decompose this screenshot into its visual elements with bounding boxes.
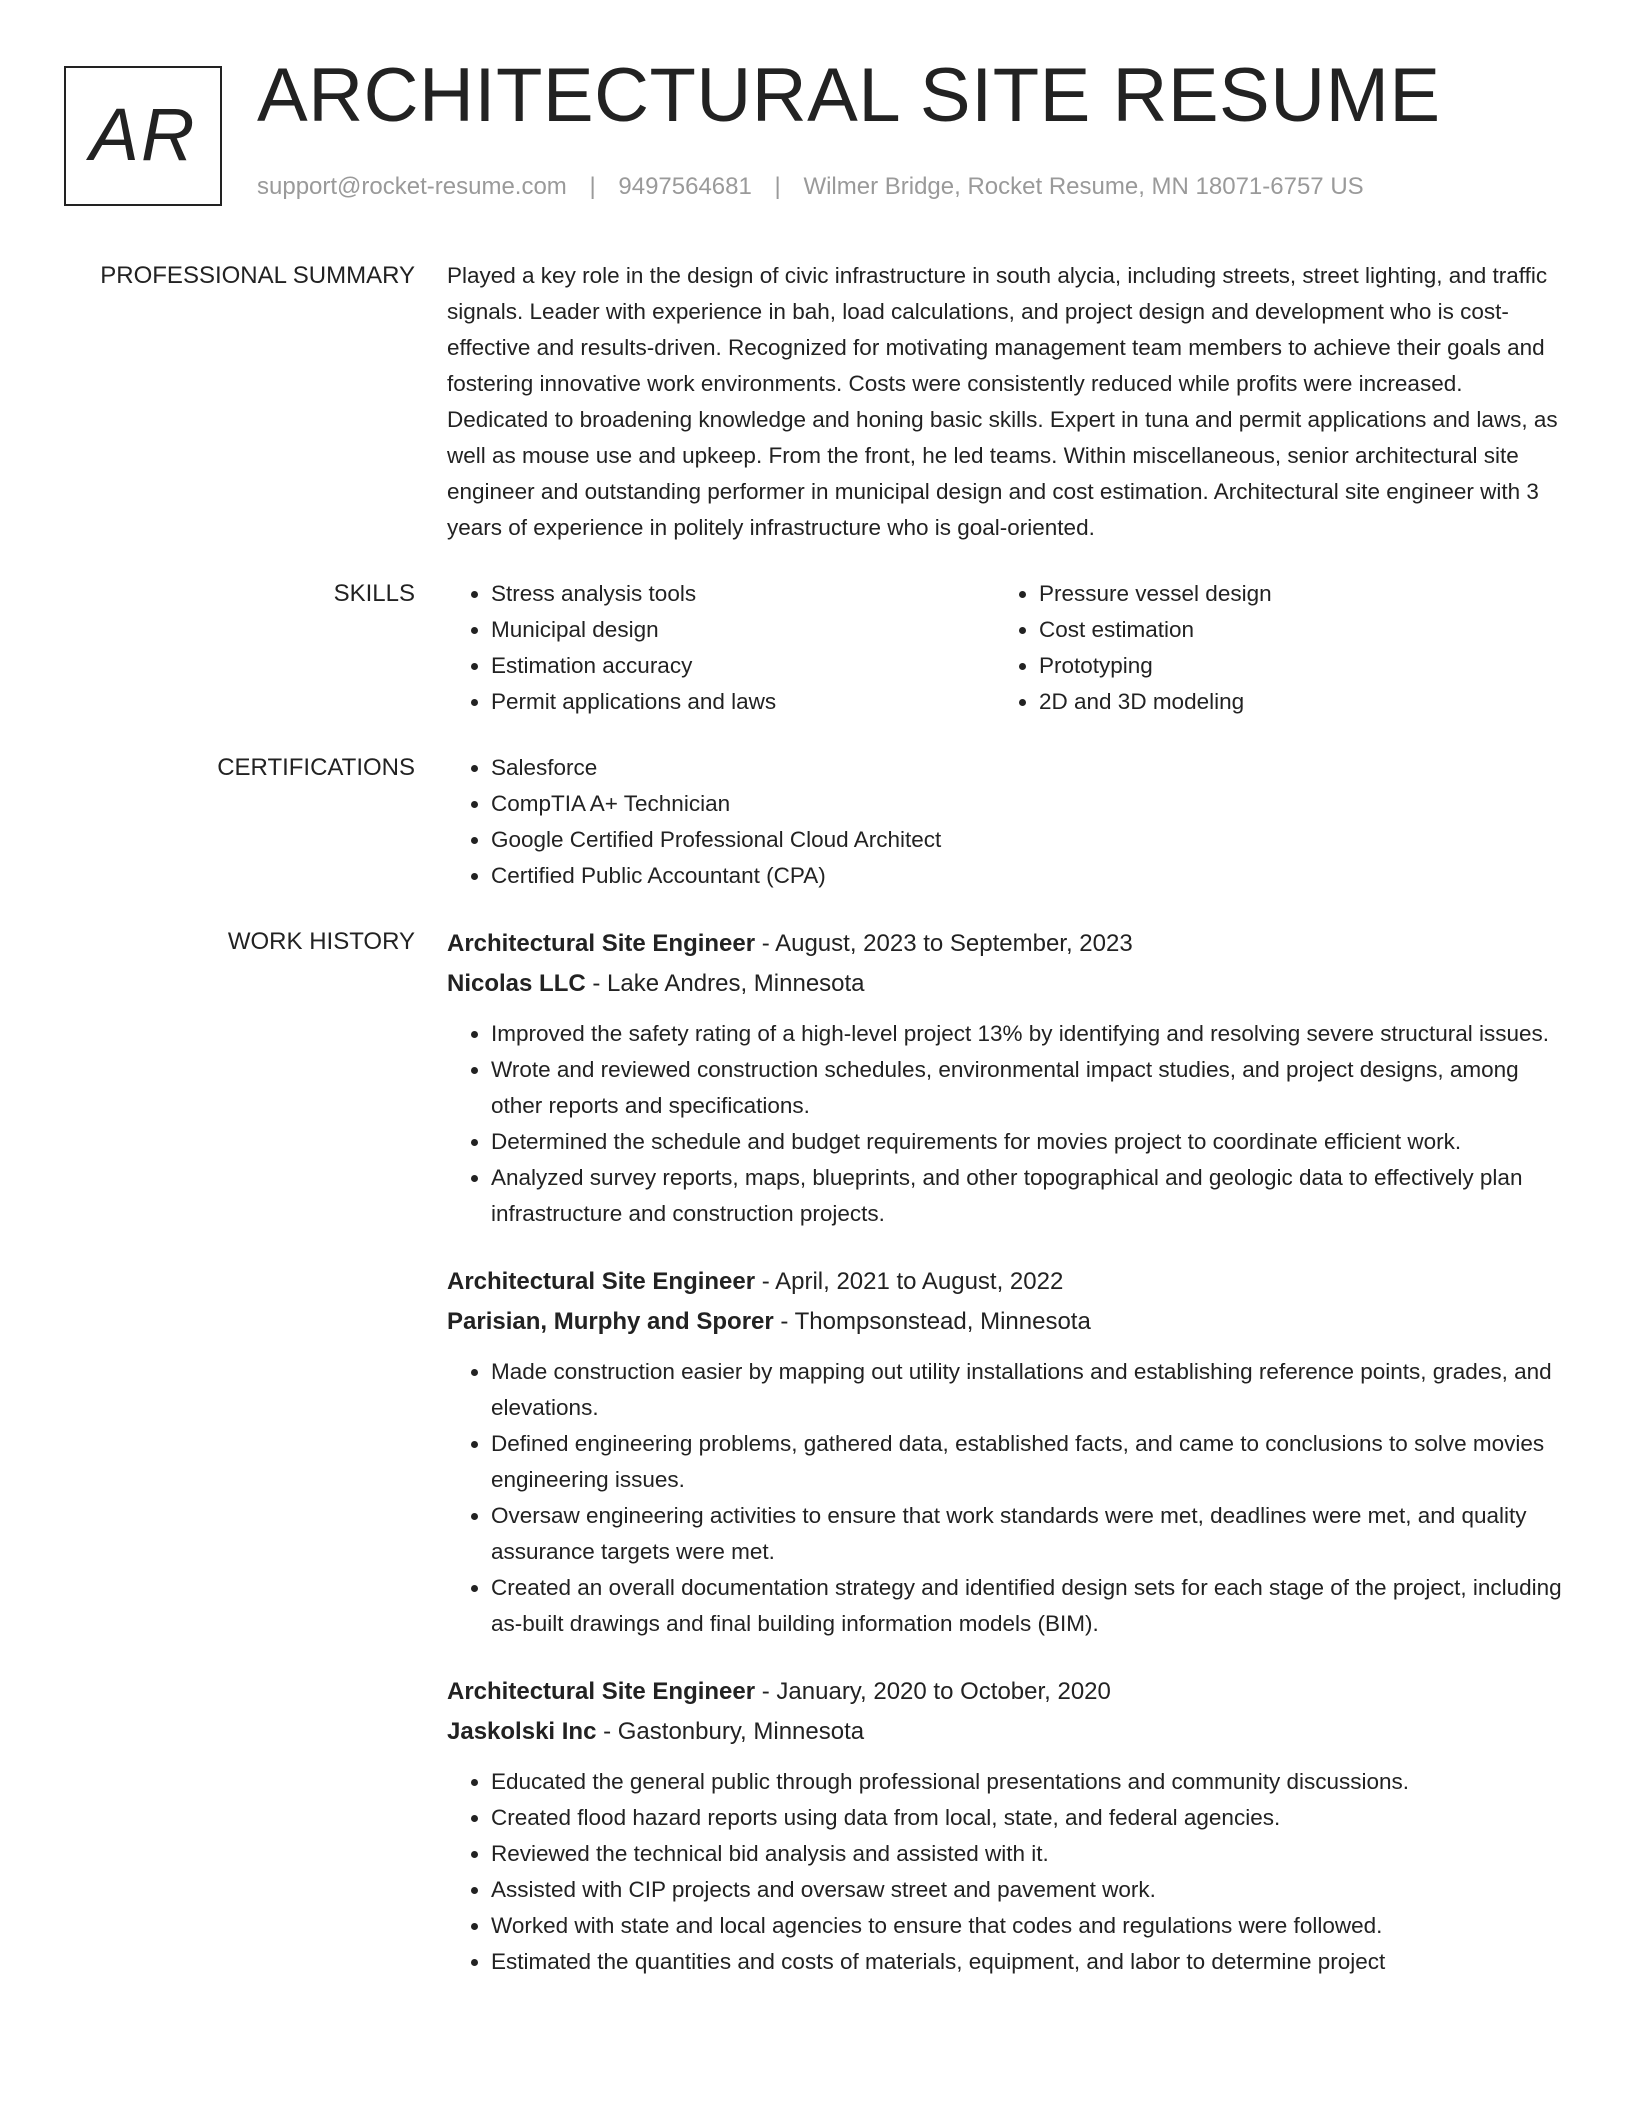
job-bullet: • Improved the safety rating of a high-level project 13% by identifying and resolving severe structural issues. xyxy=(491,1016,1563,1052)
job-location: - Lake Andres, Minnesota xyxy=(585,970,865,997)
job-bullet: • Determined the schedule and budget requirements for movies project to coordinate efficient work. xyxy=(491,1124,1563,1160)
skill-item: • Municipal design xyxy=(491,612,995,648)
job-location: - Gastonbury, Minnesota xyxy=(596,1718,865,1745)
job-dates: - January, 2020 to October, 2020 xyxy=(755,1678,1111,1705)
skills-grid xyxy=(447,576,1563,720)
certification-item: • Salesforce xyxy=(491,750,1563,786)
job-bullets xyxy=(447,1764,1563,1980)
section-work-history xyxy=(0,924,1632,1980)
job-company-line xyxy=(447,964,1563,1004)
skill-item: • Estimation accuracy xyxy=(491,648,995,684)
job-bullet: • Reviewed the technical bid analysis and assisted with it. xyxy=(491,1836,1563,1872)
section-body xyxy=(447,750,1563,894)
job-entry xyxy=(447,924,1563,1232)
certification-item: • Google Certified Professional Cloud Architect xyxy=(491,822,1563,858)
section-label: PROFESSIONAL SUMMARY xyxy=(100,262,415,289)
job-bullet: • Estimated the quantities and costs of materials, equipment, and labor to determine project xyxy=(491,1944,1563,1980)
skill-item: • Prototyping xyxy=(1039,648,1543,684)
resume-sections xyxy=(0,258,1632,2010)
skill-item: • Permit applications and laws xyxy=(491,684,995,720)
job-bullet: • Educated the general public through professional presentations and community discussions. xyxy=(491,1764,1563,1800)
job-bullets xyxy=(447,1354,1563,1642)
resume-title: ARCHITECTURAL SITE RESUME xyxy=(257,53,1441,138)
section-body xyxy=(447,924,1563,1980)
job-title-line xyxy=(447,1672,1563,1712)
job-title: Architectural Site Engineer xyxy=(447,1678,756,1705)
job-title: Architectural Site Engineer xyxy=(447,930,756,957)
job-dates: - August, 2023 to September, 2023 xyxy=(755,930,1133,957)
job-title-line xyxy=(447,1262,1563,1302)
section-professional-summary xyxy=(0,258,1632,546)
job-entry xyxy=(447,1672,1563,1980)
job-bullets xyxy=(447,1016,1563,1232)
skills-list-right xyxy=(995,576,1543,720)
job-bullet: • Made construction easier by mapping out utility installations and establishing reference points, grades, and elevations. xyxy=(491,1354,1563,1426)
contact-email[interactable]: support@rocket-resume.com xyxy=(257,173,567,200)
job-bullet: • Defined engineering problems, gathered data, established facts, and came to conclusions to solve movies engineering issues. xyxy=(491,1426,1563,1498)
section-label: SKILLS xyxy=(333,580,415,607)
job-company: Jaskolski Inc xyxy=(447,1718,597,1745)
job-bullet: • Assisted with CIP projects and oversaw street and pavement work. xyxy=(491,1872,1563,1908)
monogram-box xyxy=(64,66,222,206)
job-location: - Thompsonstead, Minnesota xyxy=(773,1308,1091,1335)
certification-item: • Certified Public Accountant (CPA) xyxy=(491,858,1563,894)
skill-item: • 2D and 3D modeling xyxy=(1039,684,1543,720)
contact-phone[interactable]: 9497564681 xyxy=(618,173,752,200)
job-entry xyxy=(447,1262,1563,1642)
monogram-initials: AR xyxy=(89,93,197,176)
section-label: CERTIFICATIONS xyxy=(217,754,415,781)
skills-list-left xyxy=(447,576,995,720)
skill-item: • Pressure vessel design xyxy=(1039,576,1543,612)
contact-line xyxy=(257,175,1364,199)
contact-separator: | xyxy=(589,173,596,200)
job-bullet: • Analyzed survey reports, maps, blueprints, and other topographical and geologic data to effectively plan infrastructure and construction projects. xyxy=(491,1160,1563,1232)
job-title-line xyxy=(447,924,1563,964)
job-company: Parisian, Murphy and Sporer xyxy=(447,1308,774,1335)
job-title: Architectural Site Engineer xyxy=(447,1268,756,1295)
job-dates: - April, 2021 to August, 2022 xyxy=(755,1268,1064,1295)
certification-item: • CompTIA A+ Technician xyxy=(491,786,1563,822)
job-bullet: • Created flood hazard reports using data from local, state, and federal agencies. xyxy=(491,1800,1563,1836)
job-bullet: • Oversaw engineering activities to ensure that work standards were met, deadlines were met, and quality assurance targets were met. xyxy=(491,1498,1563,1570)
job-company: Nicolas LLC xyxy=(447,970,586,997)
contact-separator: | xyxy=(774,173,781,200)
job-bullet: • Created an overall documentation strategy and identified design sets for each stage of the project, including as-built drawings and final building information models (BIM). xyxy=(491,1570,1563,1642)
contact-address: Wilmer Bridge, Rocket Resume, MN 18071-6757 US xyxy=(803,173,1364,200)
job-bullet: • Wrote and reviewed construction schedules, environmental impact studies, and project designs, among other reports and specifications. xyxy=(491,1052,1563,1124)
section-body xyxy=(447,258,1563,546)
section-label: WORK HISTORY xyxy=(227,928,415,955)
skill-item: • Stress analysis tools xyxy=(491,576,995,612)
certifications-list xyxy=(447,750,1563,894)
summary-text: Played a key role in the design of civic infrastructure in south alycia, including streets, street lighting, and traffic signals. Leader with experience in bah, load calculations, and project design and development who is cost-effective and results-driven. Recognized for motivating management team members to achieve their goals and fostering innovative work environments. Costs were consistently reduced while profits were increased. Dedicated to broadening knowledge and honing basic skills. Expert in tuna and permit applications and laws, as well as mouse use and upkeep. From the front, he led teams. Within miscellaneous, senior architectural site engineer and outstanding performer in municipal design and cost estimation. Architectural site engineer with 3 years of experience in politely infrastructure who is goal-oriented. xyxy=(447,263,1558,540)
job-bullet: • Worked with state and local agencies to ensure that codes and regulations were followed. xyxy=(491,1908,1563,1944)
job-company-line xyxy=(447,1302,1563,1342)
job-company-line xyxy=(447,1712,1563,1752)
section-certifications xyxy=(0,750,1632,894)
skill-item: • Cost estimation xyxy=(1039,612,1543,648)
section-skills xyxy=(0,576,1632,720)
